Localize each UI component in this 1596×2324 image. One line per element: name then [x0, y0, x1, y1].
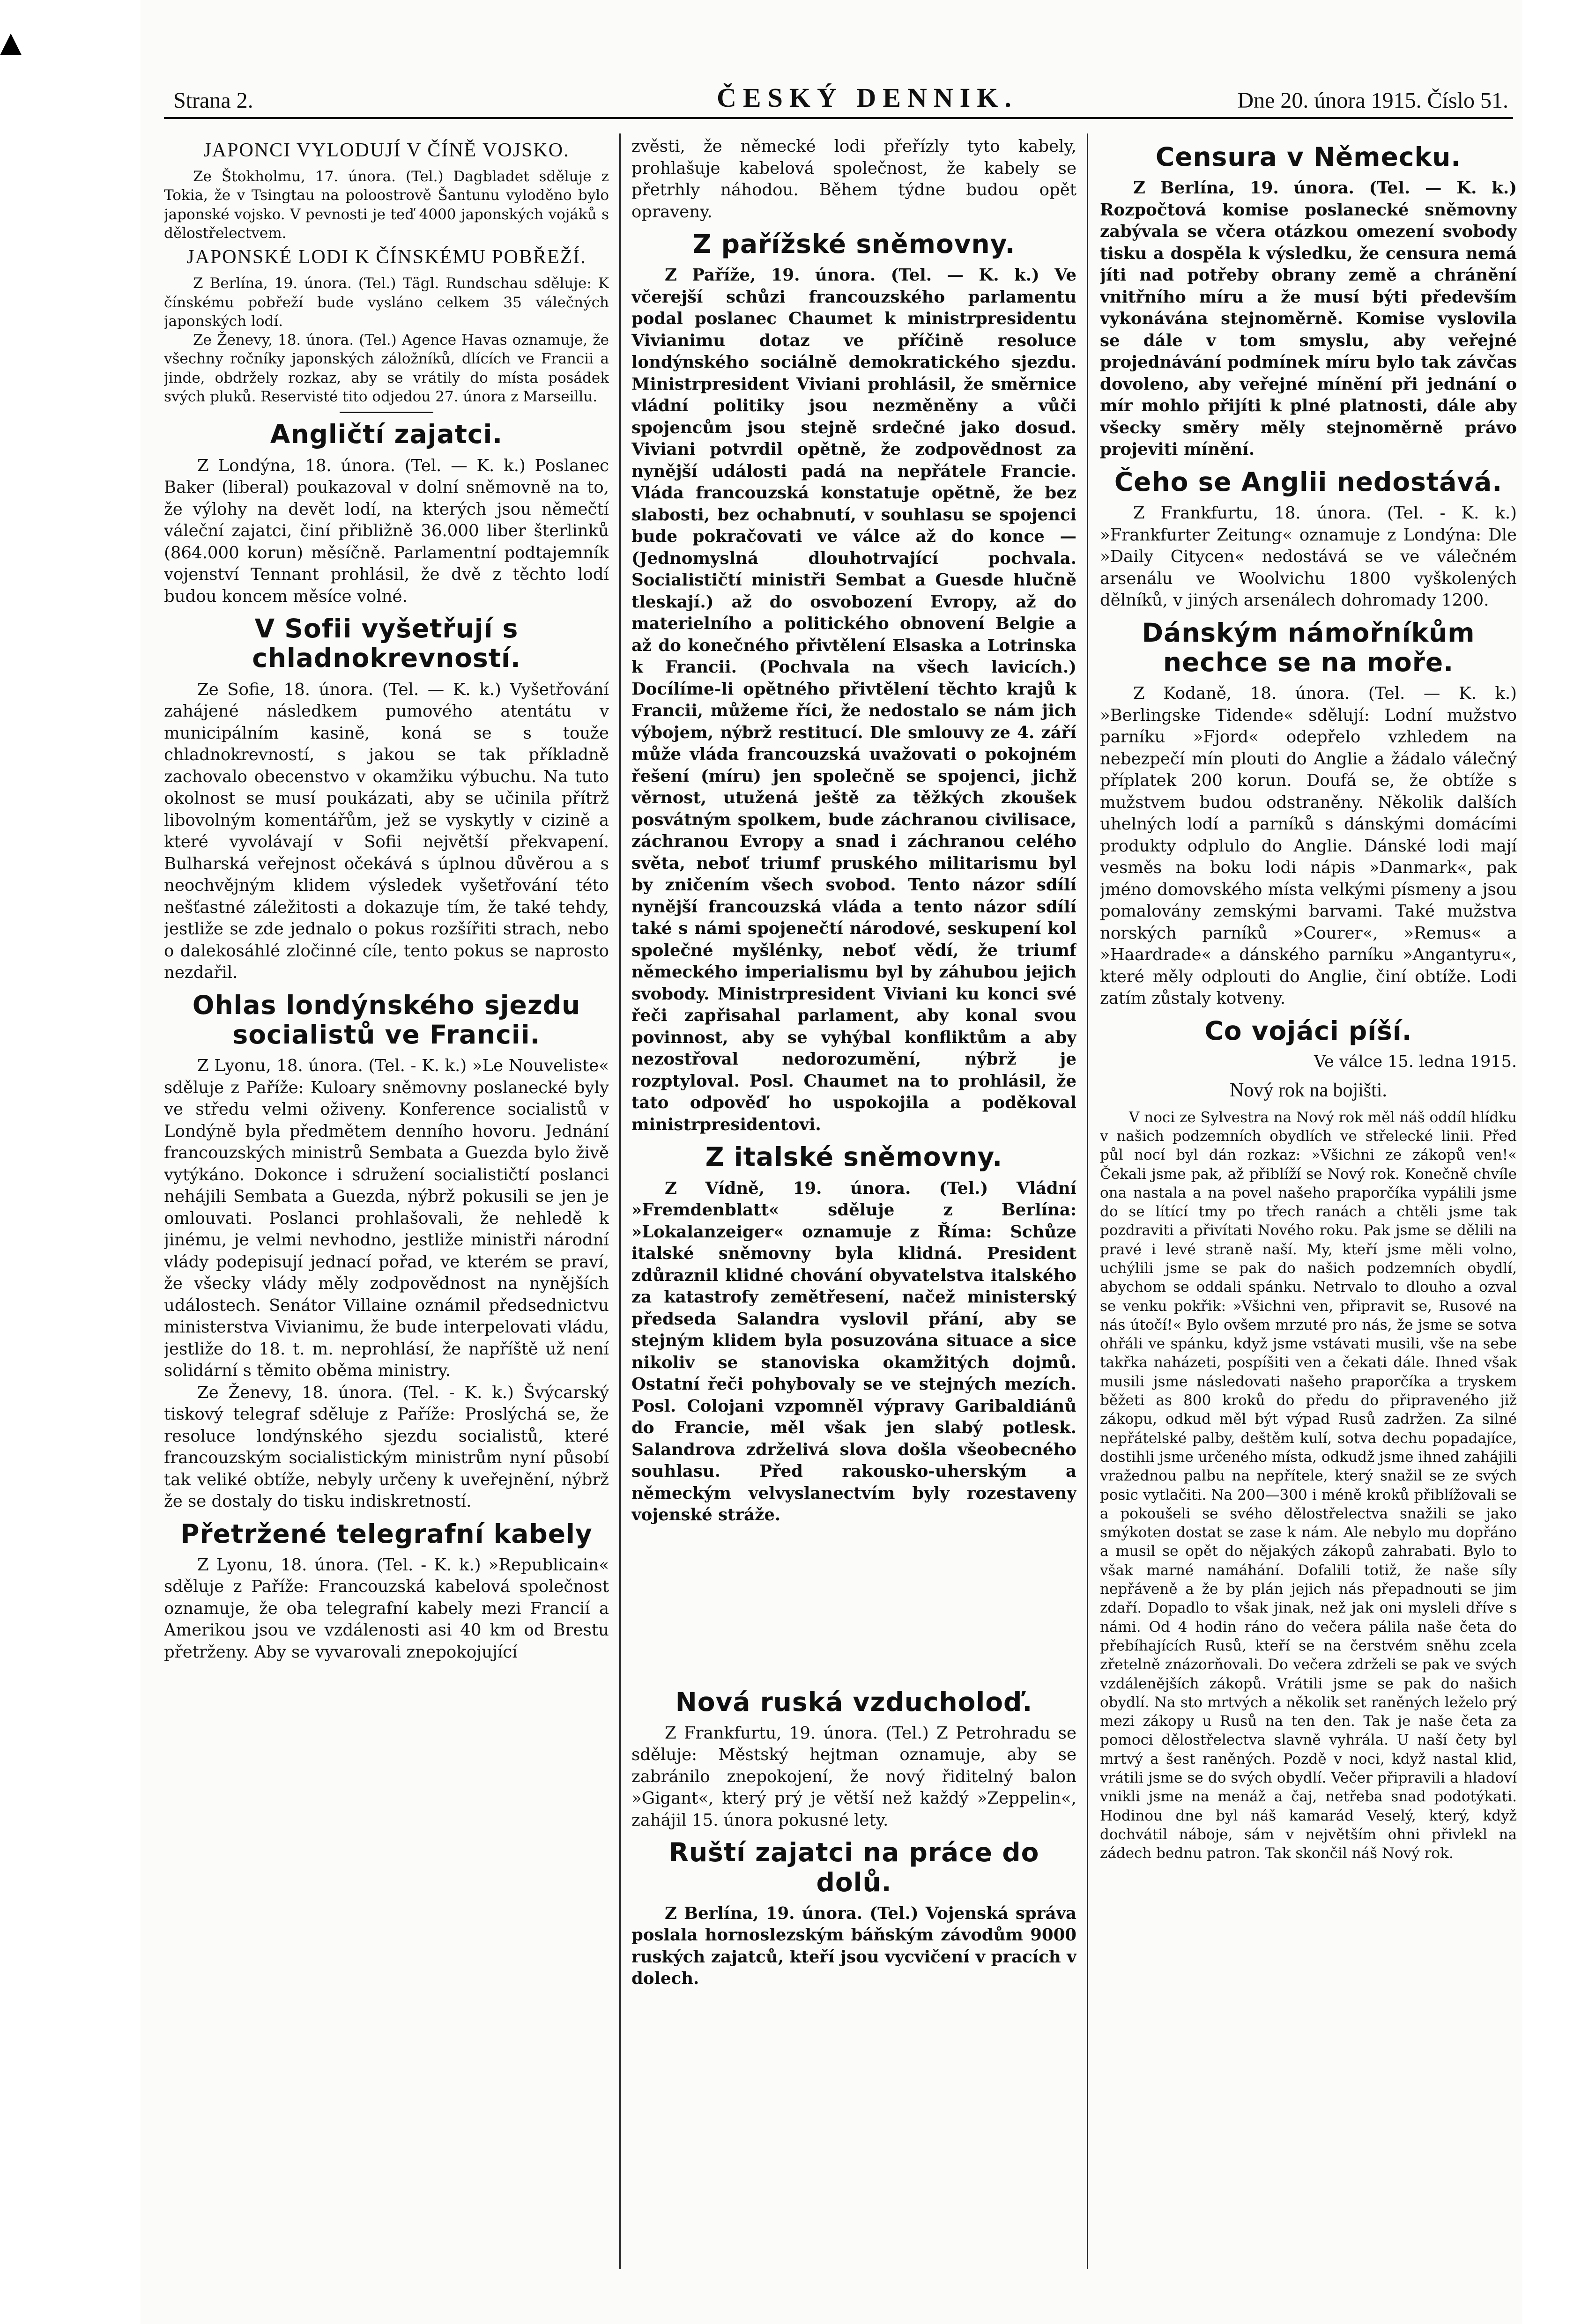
headline: Čeho se Anglii nedostává. — [1114, 466, 1503, 497]
page-number: Strana 2. — [173, 88, 253, 113]
headline: Přetržené telegrafní kabely — [180, 1518, 593, 1549]
column-3 — [1100, 136, 1517, 2272]
article-text: Z Berlína, 19. února. (Tel.) Tägl. Rundschau sděluje: K čínskému pobřeží bude vysláno celkem 35 válečných japonských lodí. — [164, 275, 609, 330]
article-sofie — [164, 614, 609, 984]
headline: Z italské sněmovny. — [705, 1142, 1003, 1172]
headline: V Sofii vyšetřují s chladnokrevností. — [252, 614, 521, 674]
subheadline: Nový rok na bojišti. — [1230, 1079, 1387, 1101]
headline: Angličtí zajatci. — [270, 419, 503, 450]
article-ohlas — [164, 991, 609, 1513]
article-text: Z Berlína, 19. února. (Tel. — K. k.) Rozpočtová komise poslanecké sněmovny zabývala se včera otázkou omezení svobody tisku a dospěla k výsledku, že censura nemá jíti nad potřeby obrany země a chránění vnitřního míru a že musí býti především vykonávána stejnoměrně. Komise vyslovila se dále v tom smyslu, aby veřejné projednávání podmínek míru bylo tak závčas dovoleno, aby veřejné mínění při jednání o mír mohlo přijíti k plné platnosti, dále aby všecky směry měly stejnoměrně právo projeviti mínění. — [1100, 178, 1517, 459]
headline: JAPONSKÉ LODI K ČÍNSKÉMU POBŘEŽÍ. — [186, 246, 586, 268]
headline: Nová ruská vzducholoď. — [675, 1687, 1033, 1717]
article-text: Z Londýna, 18. února. (Tel. — K. k.) Poslanec Baker (liberal) poukazoval v dolní sněmovně na to, že výlohy na devět lodí, na kterých jsou němečtí váleční zajatci, činí přibližně 36.000 liber šterlinků (864.000 korun) měsíčně. Parlamentní podtajemník vojenství Tennant prohlásil, že dvě z těchto lodí budou koncem měsíce volné. — [164, 456, 609, 606]
article-anglie — [1100, 467, 1517, 612]
headline: JAPONCI VYLODUJÍ V ČÍNĚ VOJSKO. — [203, 140, 570, 161]
column-1 — [164, 136, 609, 2272]
headline: Ruští zajatci na práce do dolů. — [668, 1837, 1039, 1897]
article-kabely — [164, 1519, 609, 1664]
column-2 — [631, 136, 1076, 2272]
article-text: Ze Sofie, 18. února. (Tel. — K. k.) Vyšetřování zahájené následkem pumového atentátu v municipálním kasině, koná se s touže chladnokrevností, s jakou se tak příkladně zachovalo obecenstvo v okamžiku výbuchu. Na tuto okolnost se musí poukázati, aby se učinila přítrž libovolným komentářům, jež se vyskytly v cizině a které vyvolávají v Sofii největší překvapení. Bulharská veřejnost očekává s úplnou důvěrou a s neochvějným klidem výsledek vyšetřování této nešťastné záležitosti a dokazuje tím, že také tehdy, jestliže se zde jednalo o pokus rozšířiti strach, nebo o dalekosáhlé zločinné cíle, tento pokus se naprosto nezdařil. — [164, 680, 609, 983]
article-text: Z Berlína, 19. února. (Tel.) Vojenská správa poslala hornoslezským báňským závodům 9000 ruských zajatců, kteří jsou vycvičení v pracích v dolech. — [631, 1903, 1076, 1989]
article-parizska-snemovna — [631, 229, 1076, 1136]
headline: Censura v Německu. — [1155, 142, 1462, 172]
headline: Ohlas londýnského sjezdu socialistů ve Francii. — [192, 990, 581, 1050]
article-text: Ze Ženevy, 18. února. (Tel.) Agence Havas oznamuje, že všechny ročníky japonských záložníků, dlících ve Francii a jinde, obdržely rozkaz, aby se vrátily do místa posádek svých pluků. Reservisté tito odjedou 27. února z Marseillu. — [164, 332, 609, 405]
article-text: Ze Ženevy, 18. února. (Tel. - K. k.) Švýcarský tiskový telegraf sděluje z Paříže: Proslýchá se, že resoluce londýnského sjezdu socialistů, které francouzským socialistickým ministrům nyní působí tak veliké obtíže, nebyly určeny k uveřejnění, nýbrž že se dostaly do tisku indiskretností. — [164, 1383, 609, 1511]
masthead-title: ČESKÝ DENNIK. — [717, 82, 1018, 113]
article-text: Ze Štokholmu, 17. února. (Tel.) Dagbladet sděluje z Tokia, že v Tsingtau na poloostrově Šantunu vyloděno bylo japonské vojsko. V pevnosti je teď 4000 japonských vojáků s dělostřelectvem. — [164, 168, 609, 242]
issue-date: Dne 20. února 1915. Číslo 51. — [1237, 88, 1508, 113]
article-text: zvěsti, že německé lodi přeřízly tyto kabely, prohlašuje kabelová společnost, že kabely se přetrhly náhodou. Během týdne budou opět opraveny. — [631, 137, 1076, 222]
article-text: V noci ze Sylvestra na Nový rok měl náš oddíl hlídku v našich podzemních obydlích ve střelecké linii. Před půl nocí byl dán rozkaz: »Všichni ze zákopů ven!« Čekali jsme pak, až přiblíží se Nový rok. Konečně chvíle ona nastala a na povel našeho praporčíka vypálili jsme do se lítící tmy po třech ranách a chtěli jsme tak pozdraviti a přivítati Nového roku. Pak jsme se dělili na pravé i levé straně naší. My, kteří jsme měli volno, uchýlili jsme se pak do našich podzemních obydlí, abychom se oddali spánku. Netrvalo to dlouho a ozval se venku pokřik: »Všichni ven, připravit se, Rusové na nás útočí!« Bylo ovšem mrzuté pro nás, že jsme se sotva ohřáli ve spánku, když jsme vstávati musili, vše na sebe takřka naházeti, pospíšiti ven a čekati dále. Ihned však musili jsme následovati našeho praporčíka a tryskem běžeti as 800 kroků do předu do připraveného již zákopu, odkud měl být výpad Rusů zadržen. Za silné nepřátelské palby, deštěm kulí, sotva dechu popadajíce, dostihli jsme určeného místa, odkudž jsme ihned zahájili vražednou palbu na nepřítele, který snažil se ze svých posic vytlačiti. Na 200—300 i méně kroků přiblížovali se a pokoušeli se svého dělostřelectva snažili se jako smýkoten dostat se zase k nám. Ale nebylo mu dopřáno a musil se opět do nějakých zákopů zahrabati. Bylo to však marné namáhání. Dofalili totiž, že naše síly nepřáveně a že by plán jejich nás přepadnouti se jim zdaří. Dopadlo to však jinak, než jak oni mysleli dříve s námi. Od 4 hodin ráno do večera pálila naše četa do přebíhajících Rusů, kteří se na čerstvém sněhu zcela zřetelně znázorňovali. Do večera zdrželi se pak ve svých vzdálenějších zákopů. Vrátili jsme se pak do našich obydlí. Na sto mrtvých a několik set raněných leželo prý mezi zákopy u Rusů na ten den. Tak je naše četa za pomoci dělostřelectva slavně vyhrála. U naší čety byl mrtvý a šest raněných. Pozdě v noci, když nastal klid, vrátili jsme se do svých obydlí. Večer připravili a hladoví vnikli jsme na menáž a čaj, netřeba snad podotýkati. Hodinou dne byl náš kamarád Veselý, který, když dochvátil náboje, sám v největším ohni přivlekl na zádech bednu patron. Tak skončil náš Nový rok. — [1100, 1109, 1517, 1862]
article-rusti-zajatci — [631, 1838, 1076, 1990]
article-kabely-continued — [631, 136, 1076, 223]
article-text: Z Paříže, 19. února. (Tel. — K. k.) Ve včerejší schůzi francouzského parlamentu podal poslanec Chaumet k ministrpresidentu Vivianimu dotaz ve příčině resoluce londýnského sociálně demokratického sjezdu. Ministrpresident Viviani prohlásil, že směrnice vládní politiky jsou nezměněny a vůči spojencům jsou stejně srdečné jako dosud. Viviani potvrdil opětně, že zodpovědnost za nynější události padá na nepřátele Francie. Vláda francouzská konstatuje opětně, že bez slabosti, bez ochabnutí, v souhlasu se spojenci bude pokračovati ve válce až do konce — (Jednomyslná dlouhotrvající pochvala. Socialističtí ministři Sembat a Guesde hlučně tleskají.) až do osvobození Evropy, až do materielního a politického obnovení Belgie a až do konečného přivtělení Elsaska a Lotrinska k Francii. (Pochvala na všech lavicích.) Docílíme-li opětného přivtělení těchto krajů k Francii, můžeme říci, že nedostalo se nám jich výbojem, nýbrž restitucí. Dle smlouvy ze 4. září může vláda francouzská uvažovati o pokojném řešení (míru) jen společně se spojenci, jichž věrnost, utužená ještě za těžkých zkoušek posvátným spolkem, bude záchranou civilisace, záchranou Evropy a snad i záchranou celého světa, neboť triumf pruského militarismu byl by zničením všech svobod. Tento názor sdílí nynější francouzská vláda a tento názor sdílí také s námi spojenečtí národové, seskupení kol společné myšlénky, neboť vědí, že triumf německého imperialismu byl by záhubou jejich svobody. Ministrpresident Viviani ku konci své řeči zapřisahal parlament, aby konal svou povinnost, aby se vyhýbal konfliktům a aby nezostřoval nedorozumění, nýbrž je rozptyloval. Posl. Chaumet na to prohlásil, že tato odpověď ho uspokojila a poděkoval ministrpresidentovi. — [631, 266, 1076, 1134]
article-co-vojaci-pisi — [1100, 1016, 1517, 1863]
article-text: Z Kodaně, 18. února. (Tel. — K. k.) »Berlingske Tidende« sdělují: Lodní mužstvo parníku »Fjord« odepřelo vzhledem na nebezpečí mín plouti do Anglie a žádalo válečný příplatek 200 korun. Doufá se, že obtíže s mužstvem budou odstraněny. Několik dalších uhelných lodí a parníků s dánskými domácími produkty odplulo do Anglie. Dánské lodi mají vesměs na boku lodi nápis »Danmark«, pak jméno domovského místa velkými písmeny a jsou pomalovány zemskými barvami. Také mužstva norských parníků »Courer«, »Remus« a »Haardrade« a dánského parníku »Angantyru«, které měly odplouti do Anglie, činí obtíže. Lodi zatím zůstaly kotveny. — [1100, 684, 1517, 1008]
column-rule-2 — [1087, 133, 1088, 2269]
article-text: Z Frankfurtu, 19. února. (Tel.) Z Petrohradu se sděluje: Městský hejtman oznamuje, aby se zabránilo znepokojení, že nový řiditelný balon »Gigant«, který prý je větší než každý »Zeppelin«, zahájil 15. února pokusné lety. — [631, 1723, 1076, 1830]
column-rule-1 — [619, 133, 621, 2269]
article-text: Z Frankfurtu, 18. února. (Tel. - K. k.) »Frankfurter Zeitung« oznamuje z Londýna: Dle »Daily Citycen« nedostává se ve válečném arsenálu ve Woolvichu 1800 vyškolených dělníků, v jiných arsenálech dohromady 1200. — [1100, 503, 1517, 610]
blank-space — [631, 1531, 1076, 1681]
letter-dateline: Ve válce 15. ledna 1915. — [1314, 1052, 1517, 1071]
headline: Z pařížské sněmovny. — [692, 229, 1016, 259]
page-header — [164, 80, 1513, 119]
article-italska-snemovna — [631, 1142, 1076, 1526]
article-text: Z Lyonu, 18. února. (Tel. - K. k.) »Republicain« sděluje z Paříže: Francouzská kabelová společnost oznamuje, že oba telegrafní kabely mezi Francií a Amerikou jsou ve vzdálenosti asi 40 km od Brestu přetrženy. Aby se vyvarovali znepokojující — [164, 1555, 609, 1662]
article-censura — [1100, 142, 1517, 461]
headline: Co vojáci píší. — [1204, 1015, 1412, 1046]
article-text: Z Vídně, 19. února. (Tel.) Vládní »Fremdenblatt« sděluje z Berlína: »Lokalanzeiger« oznamuje z Říma: Schůze italské sněmovny byla klidná. President zdůraznil klidné chování obyvatelstva italského za katastrofy zemětřesení, načež ministerský předseda Salandra vyslovil přání, aby se stejným klidem byla posuzována situace a sice nikoliv se stanoviska okamžitých dojmů. Ostatní řeči pohybovaly se ve stejných mezích. Posl. Colojani vzpomněl výpravy Garibaldiánů do Francie, měl však jen slabý potlesk. Salandrova zdrželivá slova došla všeobecného souhlasu. Před rakousko-uherským a německým velvyslanectvím byly rozestaveny vojenské stráže. — [631, 1178, 1076, 1525]
article-japonci — [164, 138, 609, 406]
corner-mark: ▲ — [0, 26, 22, 59]
headline: Dánským námořníkům nechce se na moře. — [1142, 617, 1475, 677]
article-vzducholod — [631, 1687, 1076, 1832]
article-text: Z Lyonu, 18. února. (Tel. - K. k.) »Le Nouveliste« sděluje z Paříže: Kuloary sněmovny poslanecké byly ve středu velmi oživeny. Konference socialistů v Londýně byla předmětem denního hovoru. Jednání francouzských ministrů Sembata a Guezda bylo živě vytýkáno. Dokonce i sdružení socialističtí poslanci nehájili Sembata a Guezda, nýbrž pokusili se jen je omlouvati. Poslanci prohlašovali, že nehledě k jinému, je velmi nevhodno, jestliže ministři národní vlády podepisují jednací pořad, ve kterém se praví, že všecky vlády měly zodpovědnost na nynějších událostech. Senátor Villaine oznámil předsednictvu ministerstva Vivianimu, že bude interpelovati vládu, jestliže do 18. t. m. neprohlásí, že napříště už není solidární s těmito oběma ministry. — [164, 1056, 609, 1381]
article-anglicti-zajatci — [164, 420, 609, 607]
separator — [340, 412, 433, 413]
article-dansti-namornici — [1100, 618, 1517, 1010]
